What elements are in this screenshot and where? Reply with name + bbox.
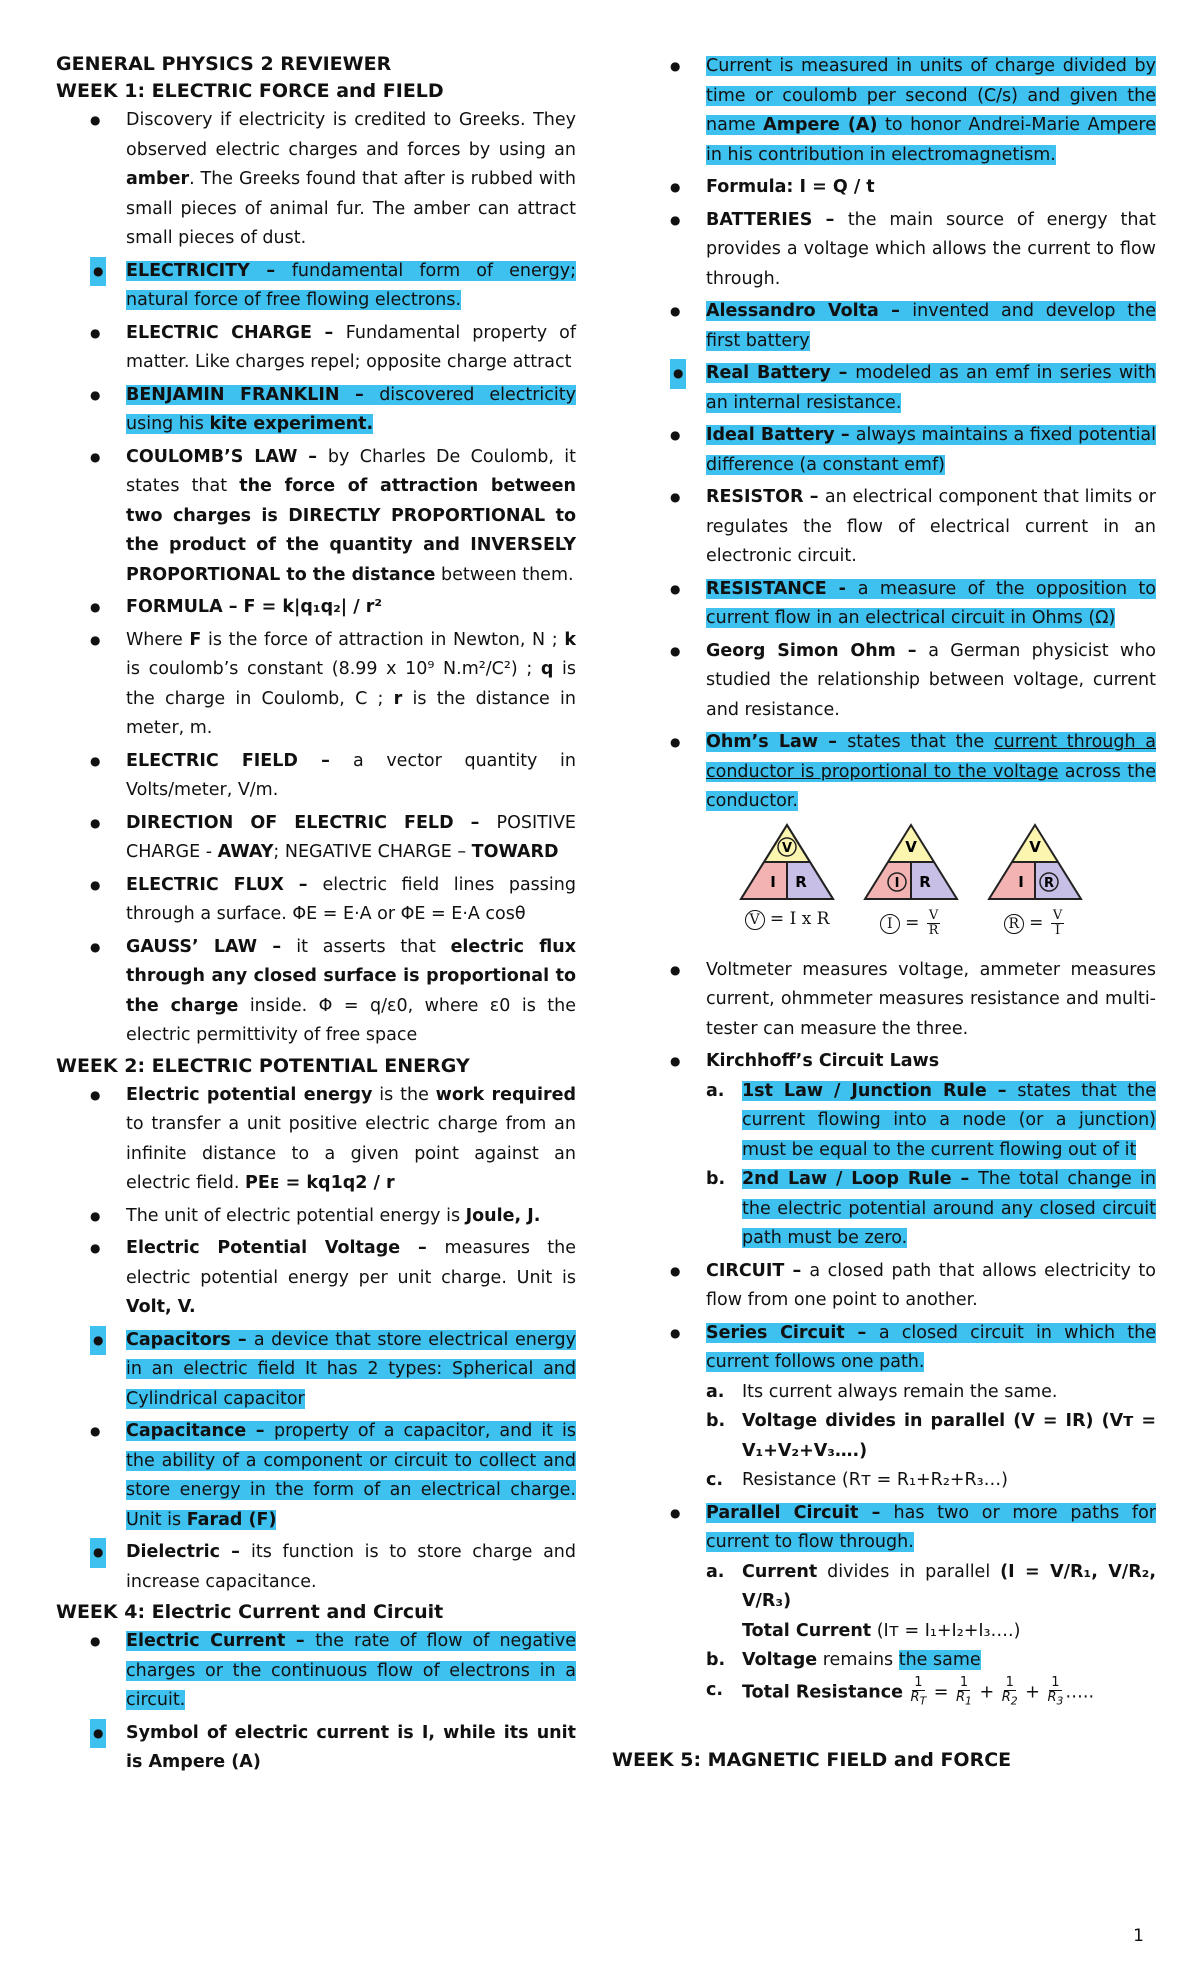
list-item: ● Ideal Battery – always maintains a fixed potential difference (a constant emf) xyxy=(636,421,1156,480)
left-column xyxy=(56,52,576,1781)
week2-heading: WEEK 2: ELECTRIC POTENTIAL ENERGY xyxy=(56,1054,470,1077)
triangle-diagram xyxy=(863,823,959,901)
list-item: ● CIRCUIT – a closed path that allows electricity to flow from one point to another. xyxy=(636,1257,1156,1316)
list-item: a. Current divides in parallel (I = V/R₁, V/R₂, V/R₃) Total Current (Iᴛ = I₁+I₂+I₃….) xyxy=(706,1561,1156,1641)
ohms-law-triangles xyxy=(666,823,1156,938)
list-item: b. Voltage remains the same xyxy=(706,1650,981,1670)
list-item: ● Kirchhoff’s Circuit Laws a. 1st Law / Junction Rule – states that the current flowing into a node (or a junction) must be equal to the current flowing out of it b. 2nd Law / Loop Rule – The total change in the electric potential around any closed circuit path must be zero. xyxy=(636,1047,1156,1254)
list-item: ● Electric Potential Voltage – measures the electric potential energy per unit charge. Unit is Volt, V. xyxy=(56,1234,576,1323)
svg-text:I: I xyxy=(770,872,776,891)
week4-heading: WEEK 4: Electric Current and Circuit xyxy=(56,1601,444,1623)
list-item: ● Symbol of electric current is I, while its unit is Ampere (A) xyxy=(56,1719,576,1778)
parallel-sublist xyxy=(706,1558,1156,1709)
list-item: ● Dielectric – its function is to store charge and increase capacitance. xyxy=(56,1538,576,1597)
series-sublist xyxy=(706,1378,1156,1496)
svg-text:V: V xyxy=(1029,837,1041,856)
list-item: ● RESISTOR – an electrical component that limits or regulates the flow of electrical current in an electronic circuit. xyxy=(636,483,1156,572)
right-column xyxy=(612,52,1157,1775)
svg-text:V: V xyxy=(781,840,793,856)
list-item: ● Where F is the force of attraction in Newton, N ; k is coulomb’s constant (8.99 x 10⁹ N.m²/C²) ; q is the charge in Coulomb, C ; r is the distance in meter, m. xyxy=(56,626,576,744)
list-item: b. Voltage divides in parallel (V = IR) (Vᴛ = V₁+V₂+V₃….) xyxy=(706,1411,1156,1461)
svg-text:I: I xyxy=(894,875,900,891)
list-item: ● Ohm’s Law – states that the current through a conductor is proportional to the voltage across the conductor. xyxy=(636,728,1156,817)
list-item: ● COULOMB’S LAW – by Charles De Coulomb, it states that the force of attraction between two charges is DIRECTLY PROPORTIONAL to the product of the quantity and INVERSELY PROPORTIONAL to the distance between them. xyxy=(56,443,576,591)
document-title: GENERAL PHYSICS 2 REVIEWER xyxy=(56,53,392,75)
list-item: ● Alessandro Volta – invented and develop the first battery xyxy=(636,297,1156,356)
list-item: ● Electric potential energy is the work required to transfer a unit positive electric charge from an infinite distance to a given point against an electric field. PEᴇ = kq1q2 / r xyxy=(56,1081,576,1199)
list-item: a. Its current always remain the same. xyxy=(706,1381,1058,1402)
list-item: ● FORMULA – F = k|q₁q₂| / r² xyxy=(56,593,576,623)
week4-list-right xyxy=(636,52,1156,817)
list-item: ● Georg Simon Ohm – a German physicist who studied the relationship between voltage, current and resistance. xyxy=(636,637,1156,726)
list-item: ● Formula: I = Q / t xyxy=(636,173,1156,203)
svg-text:R: R xyxy=(919,872,931,891)
list-item: ● The unit of electric potential energy is Joule, J. xyxy=(56,1202,576,1232)
list-item: a. 1st Law / Junction Rule – states that the current flowing into a node (or a junction) must be equal to the current flowing out of it xyxy=(706,1080,1156,1160)
list-item: c. Resistance (Rᴛ = R₁+R₂+R₃…) xyxy=(706,1470,1009,1490)
page-number: 1 xyxy=(1133,1926,1144,1946)
week1-heading: WEEK 1: ELECTRIC FORCE and FIELD xyxy=(56,80,444,102)
fraction: $\frac{1}{R_1}$ xyxy=(956,1674,972,1708)
list-item: ● Discovery if electricity is credited to Greeks. They observed electric charges and forces by using an amber. The Greeks found that after is rubbed with small pieces of animal fur. The amber can attract small pieces of dust. xyxy=(56,106,576,254)
list-item: ● BENJAMIN FRANKLIN – discovered electricity using his kite experiment. xyxy=(56,381,576,440)
ohm-triangle-r xyxy=(987,823,1083,938)
svg-text:V: V xyxy=(905,837,917,856)
week5-heading: WEEK 5: MAGNETIC FIELD and FORCE xyxy=(612,1749,1012,1772)
list-item: ● RESISTANCE - a measure of the opposition to current flow in an electrical circuit in Ohms (Ω) xyxy=(636,575,1156,634)
list-item: b. 2nd Law / Loop Rule – The total change in the electric potential around any closed circuit path must be zero. xyxy=(706,1169,1157,1248)
ohm-triangle-v xyxy=(739,823,835,938)
triangle-diagram xyxy=(987,823,1083,901)
triangle-caption: R = $\frac{V}{I}$ xyxy=(987,909,1083,938)
list-item: ● Parallel Circuit – has two or more paths for current to flow through. a. Current divides in parallel (I = V/R₁, V/R₂, V/R₃) Total Current (Iᴛ = I₁+I₂+I₃….) b. Voltage remains the same c. Total Resistance $\frac{1}{R_T}$ = $\frac{1}{R_1}$ + $\frac{1}{R_2}$ + $\frac{1}{R_3}$ ….. xyxy=(636,1499,1156,1709)
list-item: ● DIRECTION OF ELECTRIC FELD – POSITIVE CHARGE - AWAY; NEGATIVE CHARGE – TOWARD xyxy=(56,809,576,868)
svg-text:I: I xyxy=(1018,872,1024,891)
kirchhoff-sublist xyxy=(706,1077,1156,1254)
list-item: ● Series Circuit – a closed circuit in which the current follows one path. a. Its current always remain the same. b. Voltage divides in parallel (V = IR) (Vᴛ = V₁+V₂+V₃….) c. Resistance (Rᴛ = R₁+R₂+R₃…) xyxy=(636,1319,1156,1496)
list-item: ● Electric Current – the rate of flow of negative charges or the continuous flow of electrons in a circuit. xyxy=(56,1627,576,1716)
week2-list xyxy=(56,1081,576,1598)
svg-text:R: R xyxy=(795,872,807,891)
week4-list-right-2 xyxy=(636,956,1156,1709)
list-item: ● Capacitance – property of a capacitor, and it is the ability of a component or circuit to collect and store energy in the form of an electrical charge. Unit is Farad (F) xyxy=(56,1417,576,1535)
list-item: ● Capacitors – a device that store electrical energy in an electric field It has 2 types: Spherical and Cylindrical capacitor xyxy=(56,1326,576,1415)
week4-list-left xyxy=(56,1627,576,1778)
fraction: $\frac{1}{R_3}$ xyxy=(1047,1674,1064,1708)
list-item: ● Voltmeter measures voltage, ammeter measures current, ohmmeter measures resistance and multi-tester can measure the three. xyxy=(636,956,1156,1045)
list-item: ● Current is measured in units of charge divided by time or coulomb per second (C/s) and given the name Ampere (A) to honor Andrei-Marie Ampere in his contribution in electromagnetism. xyxy=(636,52,1156,170)
fraction: $\frac{1}{R_T}$ xyxy=(910,1674,927,1708)
svg-text:R: R xyxy=(1043,875,1055,891)
list-item: ● ELECTRIC CHARGE – Fundamental property of matter. Like charges repel; opposite charge attract xyxy=(56,319,576,378)
list-item: ● ELECTRICITY – fundamental form of energy; natural force of free flowing electrons. xyxy=(56,257,576,316)
triangle-diagram xyxy=(739,823,835,901)
fraction: $\frac{1}{R_2}$ xyxy=(1001,1674,1018,1708)
triangle-caption: V = I x R xyxy=(739,909,835,930)
list-item: ● GAUSS’ LAW – it asserts that electric flux through any closed surface is proportional to the charge inside. Φ = q/ε0, where ε0 is the electric permittivity of free space xyxy=(56,933,576,1051)
triangle-caption: I = $\frac{V}{R}$ xyxy=(863,909,959,938)
list-item: ● BATTERIES – the main source of energy that provides a voltage which allows the current to flow through. xyxy=(636,206,1156,295)
list-item: c. Total Resistance $\frac{1}{R_T}$ = $\frac{1}{R_1}$ + $\frac{1}{R_2}$ + $\frac{1}{R_3}$ ….. xyxy=(706,1674,1095,1708)
list-item: ● Real Battery – modeled as an emf in series with an internal resistance. xyxy=(636,359,1156,418)
list-item: ● ELECTRIC FIELD – a vector quantity in Volts/meter, V/m. xyxy=(56,747,576,806)
list-item: ● ELECTRIC FLUX – electric field lines passing through a surface. ΦE = E·A or ΦE = E·A cosθ xyxy=(56,871,576,930)
ohm-triangle-i xyxy=(863,823,959,938)
week1-list xyxy=(56,106,576,1051)
